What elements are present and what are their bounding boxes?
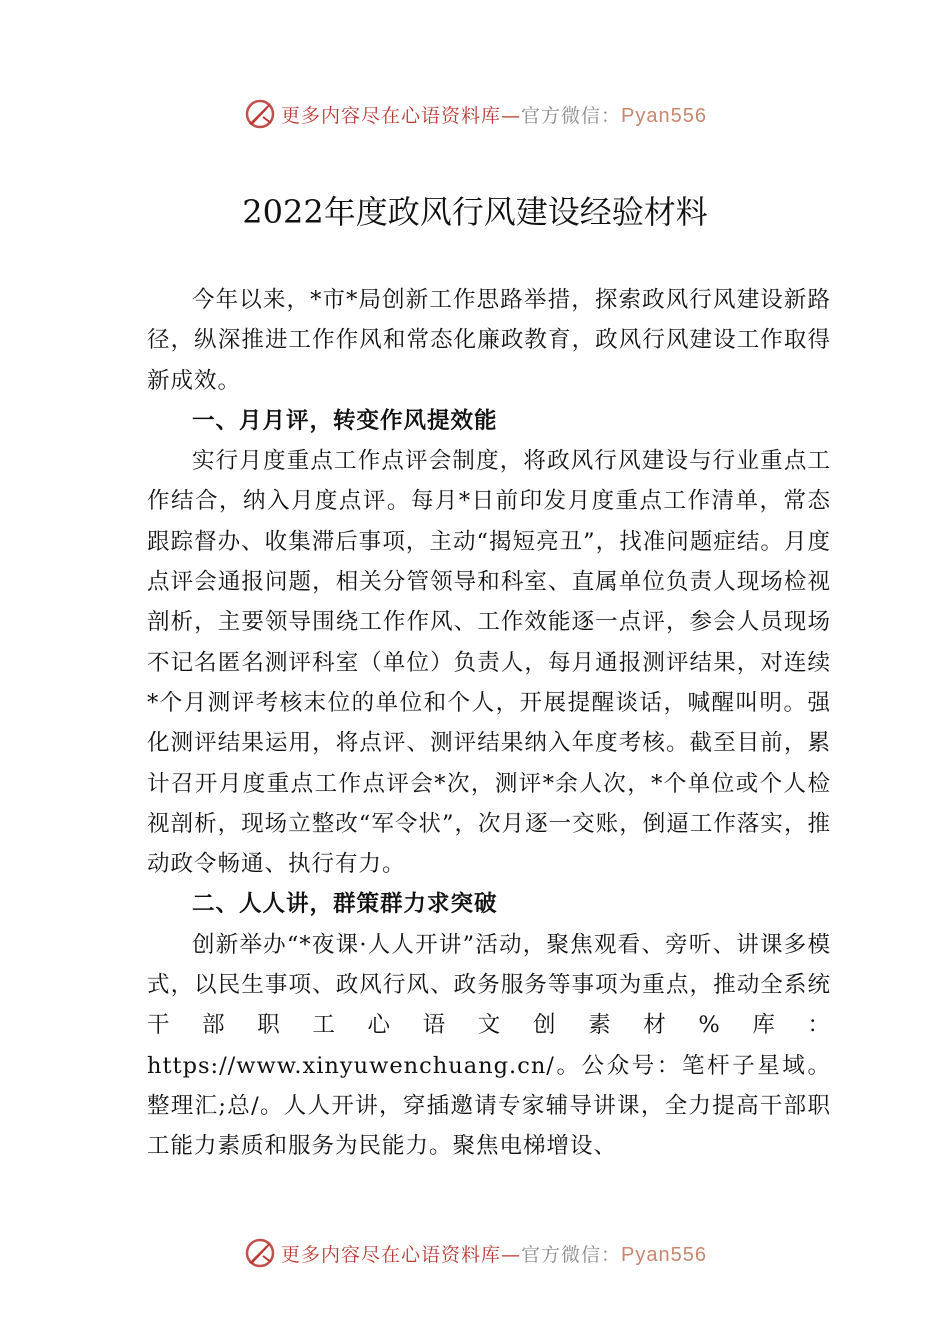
- quill-pen-logo-icon: [243, 1236, 277, 1270]
- section-2-paragraph: 创新举办“*夜课·人人开讲”活动，聚焦观看、旁听、讲课多模式，以民生事项、政风行风、政务服务等事项为重点，推动全系统干部职工心语文创素材%库：https://www.xinyuwenchuang.cn/。公众号：笔杆子星域。整理汇;总/。人人开讲，穿插邀请专家辅导讲课，全力提高干部职工能力素质和服务为民能力。聚焦电梯增设、: [147, 931, 831, 1160]
- footer-banner: [0, 1233, 950, 1273]
- wechat-label: 官方微信：: [521, 104, 622, 127]
- wechat-label: 官方微信：: [521, 1243, 622, 1266]
- document-body: [147, 280, 831, 1167]
- document-title: 2022年度政风行风建设经验材料: [242, 193, 708, 231]
- banner-text: 更多内容尽在心语资料库—官方微信：Pyan556: [281, 1243, 707, 1266]
- banner-text: 更多内容尽在心语资料库—官方微信：Pyan556: [281, 104, 707, 127]
- section-2-heading: 二、人人讲，群策群力求突破: [192, 891, 498, 918]
- wechat-id: Pyan556: [621, 1243, 707, 1266]
- section-1-paragraph: 实行月度重点工作点评会制度，将政风行风建设与行业重点工作结合，纳入月度点评。每月*日前印发月度重点工作清单，常态跟踪督办、收集滞后事项，主动“揭短亮丑”，找准问题症结。月度点评会通报问题，相关分管领导和科室、直属单位负责人现场检视剖析，主要领导围绕工作作风、工作效能逐一点评，参会人员现场不记名匿名测评科室（单位）负责人，每月通报测评结果，对连续*个月测评考核末位的单位和个人，开展提醒谈话，喊醒叫明。强化测评结果运用，将点评、测评结果纳入年度考核。截至目前，累计召开月度重点工作点评会*次，测评*余人次，*个单位或个人检视剖析，现场立整改“军令状”，次月逐一交账，倒逼工作落实，推动政令畅通、执行有力。: [147, 448, 831, 878]
- quill-pen-logo-icon: [243, 97, 277, 131]
- section-1-heading: 一、月月评，转变作风提效能: [192, 407, 498, 434]
- wechat-id: Pyan556: [621, 104, 707, 127]
- header-banner: [0, 94, 950, 134]
- intro-paragraph: 今年以来，*市*局创新工作思路举措，探索政风行风建设新路径，纵深推进工作作风和常态化廉政教育，政风行风建设工作取得新成效。: [147, 287, 831, 394]
